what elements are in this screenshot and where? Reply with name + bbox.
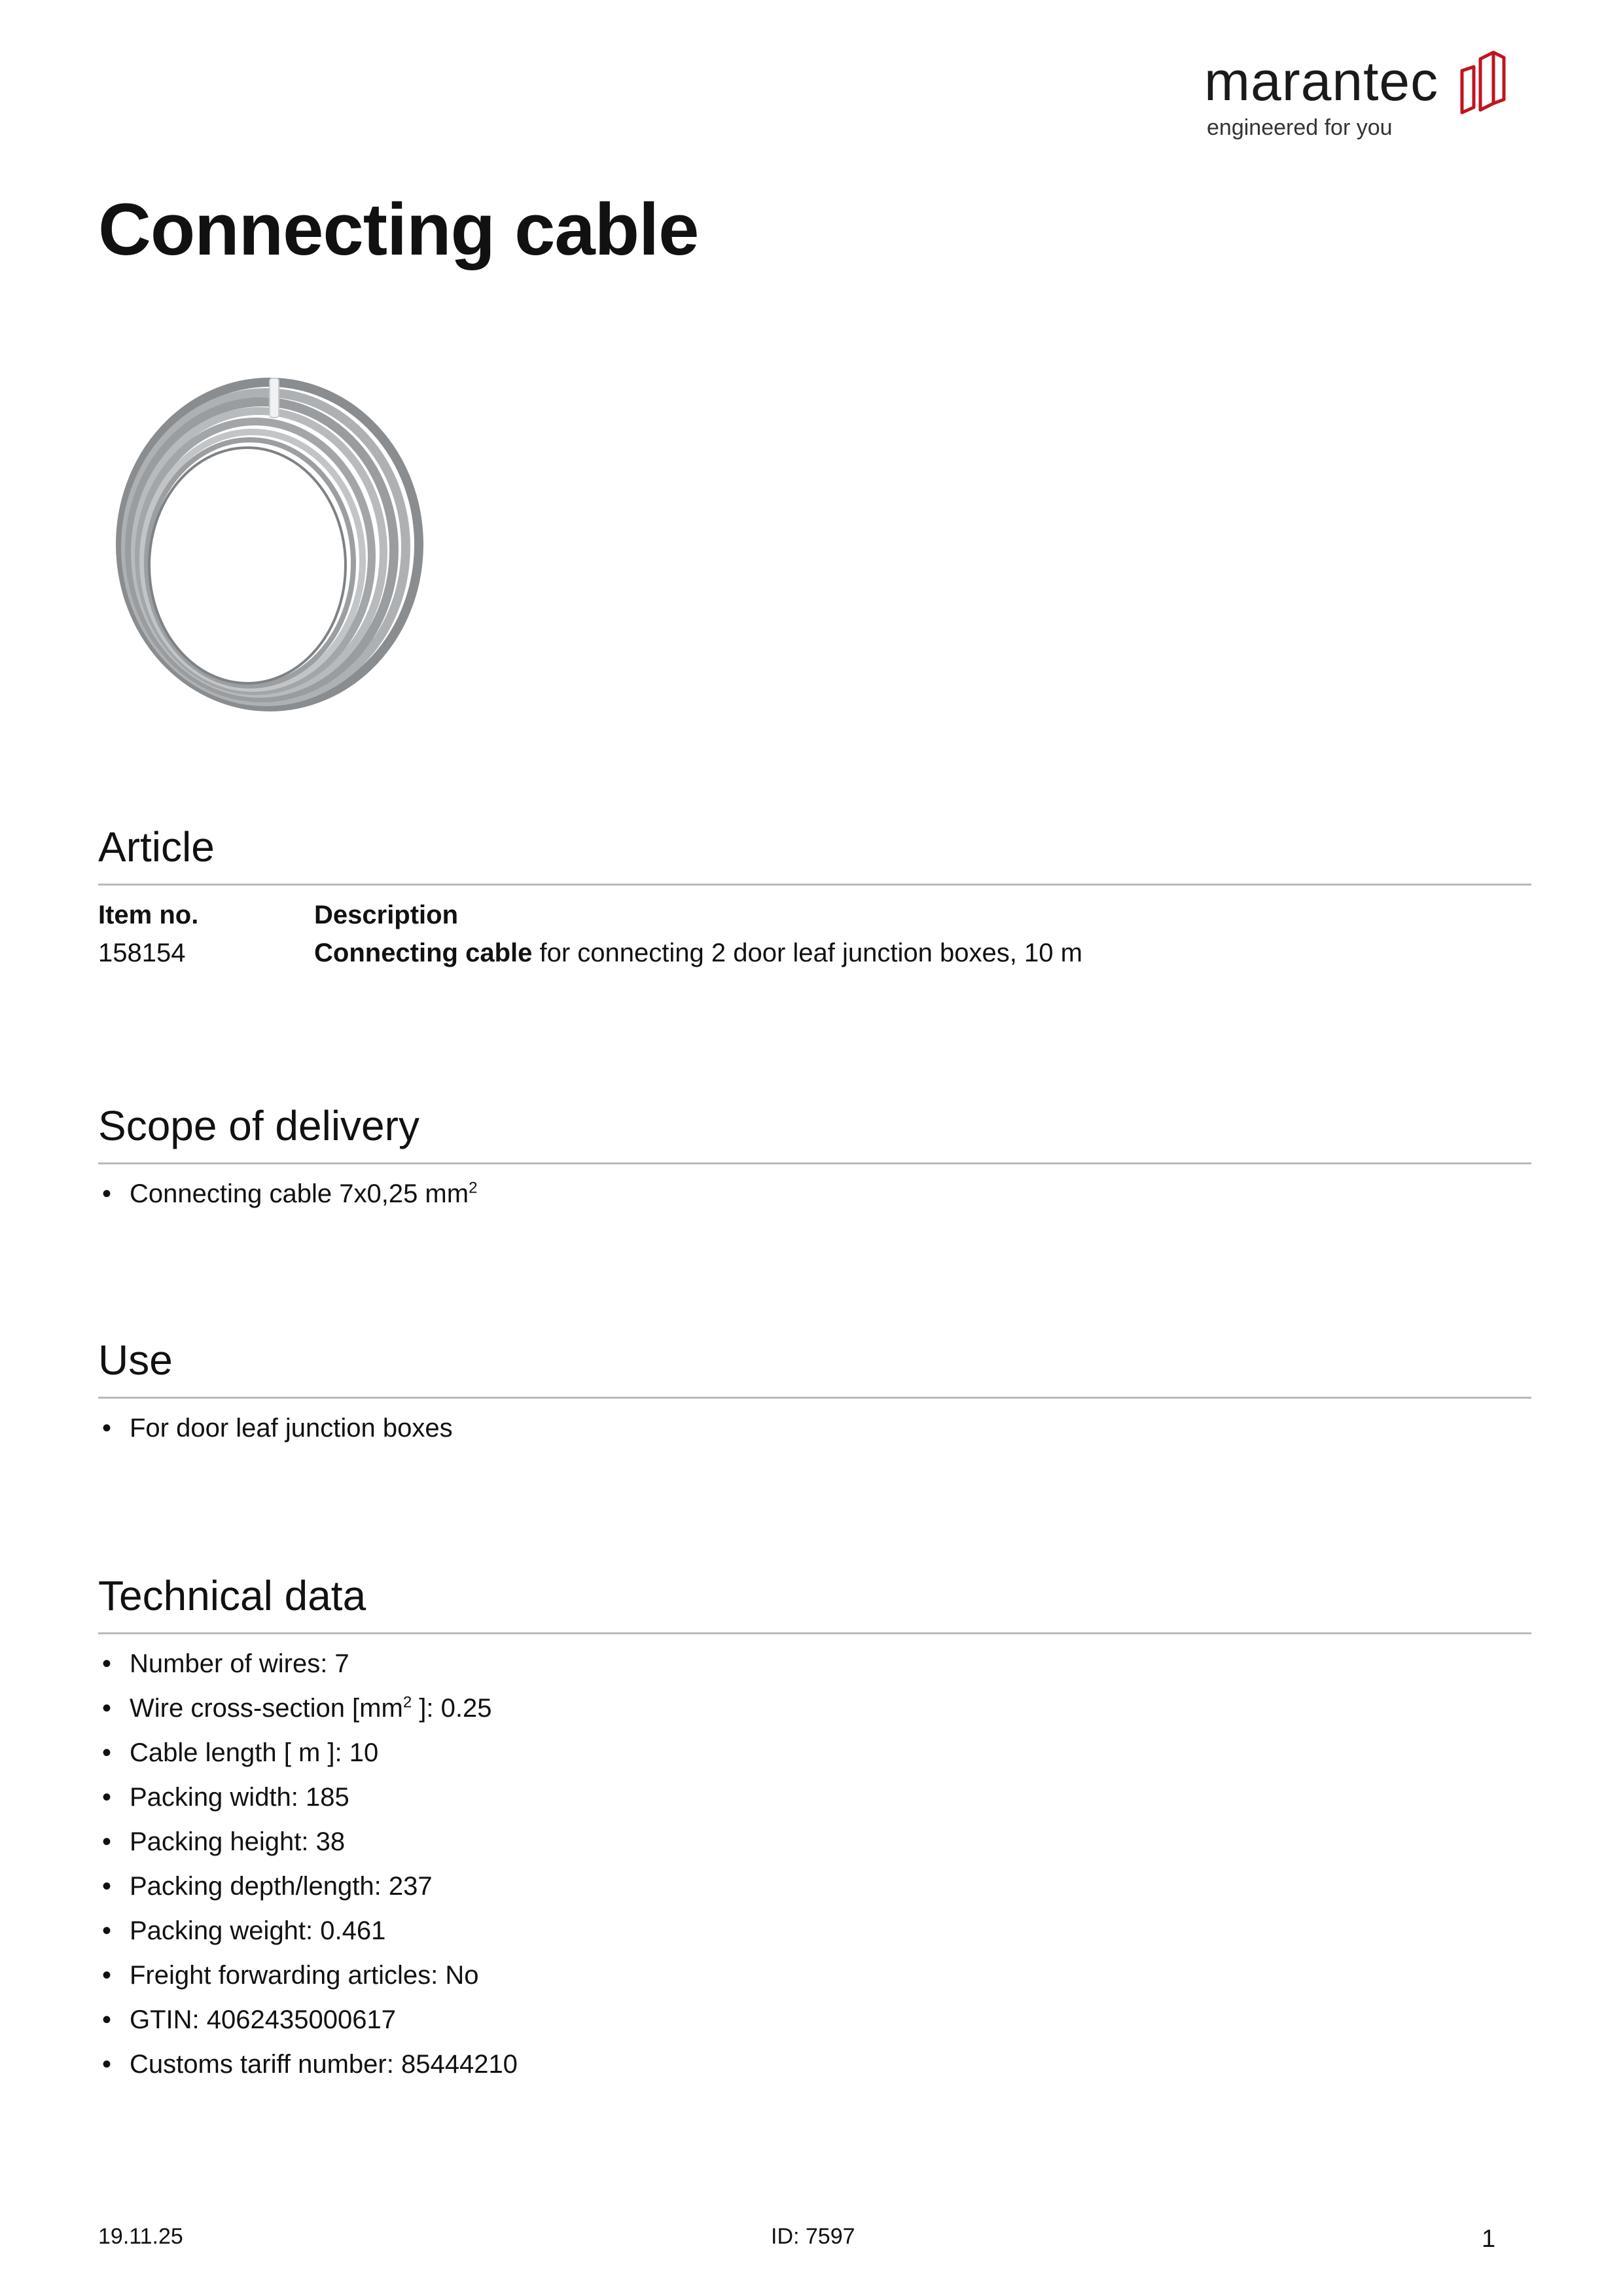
bullet-icon: • <box>102 1916 112 1945</box>
list-item: • Connecting cable 7x0,25 $mm^2$ <box>98 1172 477 1216</box>
bullet-icon: • <box>102 1872 112 1901</box>
technical-divider <box>98 1632 1531 1634</box>
cable-coil-image <box>98 367 438 733</box>
scope-heading: Scope of delivery <box>98 1102 419 1149</box>
bullet-icon: • <box>102 1827 112 1856</box>
use-list <box>98 1406 453 1450</box>
article-heading: Article <box>98 823 215 870</box>
list-item: • Wire cross-section [$mm^2$ ]: 0.25 <box>98 1686 518 1731</box>
bullet-icon: • <box>102 2050 112 2079</box>
footer-id: ID: 7597 <box>771 2224 855 2249</box>
bullet-icon: • <box>102 1414 112 1443</box>
article-divider <box>98 884 1531 886</box>
marantec-door-logo-icon <box>1458 45 1508 117</box>
bullet-icon: • <box>102 1694 112 1723</box>
list-item: • GTIN: 4062435000617 <box>98 1998 518 2042</box>
brand-name: marantec <box>1204 50 1439 112</box>
use-divider <box>98 1397 1531 1399</box>
bullet-icon: • <box>102 2005 112 2034</box>
page-number: 1 <box>1482 2225 1496 2253</box>
item-no-label: Item no. <box>98 901 199 929</box>
footer-date: 19.11.25 <box>98 2224 183 2249</box>
list-item: • Packing width: 185 <box>98 1775 518 1820</box>
brand-tagline: engineered for you <box>1207 115 1393 140</box>
list-item: • Packing height: 38 <box>98 1820 518 1864</box>
list-item: • Cable length [ m ]: 10 <box>98 1731 518 1775</box>
scope-list <box>98 1172 477 1216</box>
list-item: • Freight forwarding articles: No <box>98 1953 518 1998</box>
technical-list <box>98 1641 518 2087</box>
list-item: • Number of wires: 7 <box>98 1641 518 1686</box>
description-product-name: Connecting cable <box>314 939 533 967</box>
bullet-icon: • <box>102 1783 112 1812</box>
scope-divider <box>98 1162 1531 1164</box>
bullet-icon: • <box>102 1179 112 1208</box>
bullet-icon: • <box>102 1649 112 1678</box>
list-item: • For door leaf junction boxes <box>98 1406 453 1450</box>
description-label: Description <box>314 901 459 929</box>
description-text: for connecting 2 door leaf junction boxes, 10 m <box>532 939 1082 967</box>
technical-heading: Technical data <box>98 1572 366 1619</box>
brand-logo <box>1204 39 1505 144</box>
bullet-icon: • <box>102 1738 112 1767</box>
item-no-value: 158154 <box>98 939 186 967</box>
description-value <box>314 940 1082 966</box>
page-title: Connecting cable <box>98 188 699 270</box>
bullet-icon: • <box>102 1961 112 1990</box>
list-item: • Packing weight: 0.461 <box>98 1909 518 1953</box>
list-item: • Customs tariff number: 85444210 <box>98 2042 518 2087</box>
use-heading: Use <box>98 1336 173 1384</box>
list-item: • Packing depth/length: 237 <box>98 1864 518 1909</box>
